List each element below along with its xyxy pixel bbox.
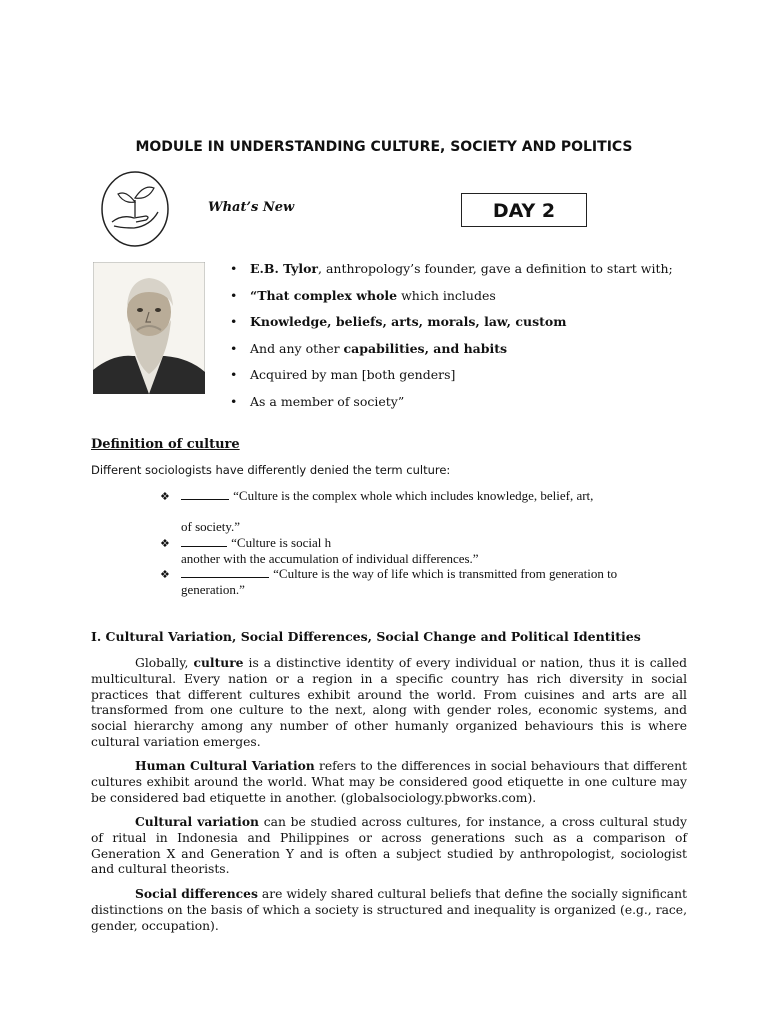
module-title: MODULE IN UNDERSTANDING CULTURE, SOCIETY AND POLITICS <box>135 139 633 155</box>
paragraph-cultural-variation: Cultural variation can be studied across cultures, for instance, a cross cultural study of ritual in Indonesia and Philippines or across generations such as a comparison of Generation X and Generation Y and is often a subject studied by anthropologist, sociologist and cultural theorists. <box>91 814 687 877</box>
whats-new-label: What’s New <box>208 200 295 215</box>
hands-holding-sprout-icon <box>100 170 170 248</box>
fill-blank <box>181 566 269 578</box>
definition-heading: Definition of culture <box>91 437 240 452</box>
tylor-bullet-list <box>230 261 730 421</box>
fill-blank <box>181 535 227 547</box>
section-heading: I. Cultural Variation, Social Differences, Social Change and Political Identities <box>91 629 641 644</box>
bullet-dot-icon: • <box>230 314 238 330</box>
definition-item: ❖ “Culture is the way of life which is transmitted from generation to <box>160 566 618 581</box>
definition-item-continued: another with the accumulation of individual differences.” <box>181 551 479 566</box>
list-item: • E.B. Tylor, anthropology’s founder, gave a definition to start with; <box>230 261 673 276</box>
bullet-dot-icon: • <box>230 287 238 303</box>
list-item: • Knowledge, beliefs, arts, morals, law, custom <box>230 314 567 330</box>
day-badge: DAY 2 <box>461 193 587 227</box>
paragraph-culture: Globally, culture is a distinctive identity of every individual or nation, thus it is called multicultural. Every nation or a region in a specific country has rich diversity in social practices that different cultures exhibit around the world. From cuisines and arts are all transformed from one culture to the next, along with gender roles, economic systems, and social hierarchy among any number of other humanly organized behaviours this is where cultural variation emerges. <box>91 655 687 749</box>
definition-item-continued: generation.” <box>181 582 245 597</box>
definition-item: ❖ “Culture is social h <box>160 535 332 550</box>
paragraph-social-differences: Social differences are widely shared cultural beliefs that define the socially significant distinctions on the basis of which a society is structured and inequality is organized (e.g., race, gender, occupation). <box>91 886 687 933</box>
diamond-bullet-icon: ❖ <box>160 568 170 581</box>
definition-intro: Different sociologists have differently denied the term culture: <box>91 463 451 477</box>
paragraph-human-cultural-variation: Human Cultural Variation refers to the differences in social behaviours that different cultures exhibit around the world. What may be considered good etiquette in one culture may be considered bad etiquette in another. (globalsociology.pbworks.com). <box>91 758 688 805</box>
list-item: • Acquired by man [both genders] <box>230 367 456 383</box>
definition-item-continued: of society.” <box>181 519 241 534</box>
definition-item: ❖ “Culture is the complex whole which includes knowledge, belief, art, <box>160 488 594 503</box>
fill-blank <box>181 488 229 500</box>
diamond-bullet-icon: ❖ <box>160 537 170 550</box>
list-item: • And any other capabilities, and habits <box>230 340 508 356</box>
bullet-dot-icon: • <box>230 340 238 356</box>
eb-tylor-portrait <box>93 262 205 394</box>
list-item: • “That complex whole which includes <box>230 287 496 303</box>
diamond-bullet-icon: ❖ <box>160 490 170 503</box>
bullet-dot-icon: • <box>230 393 238 409</box>
bullet-dot-icon: • <box>230 367 238 383</box>
bullet-dot-icon: • <box>230 261 238 276</box>
list-item: • As a member of society” <box>230 393 405 409</box>
